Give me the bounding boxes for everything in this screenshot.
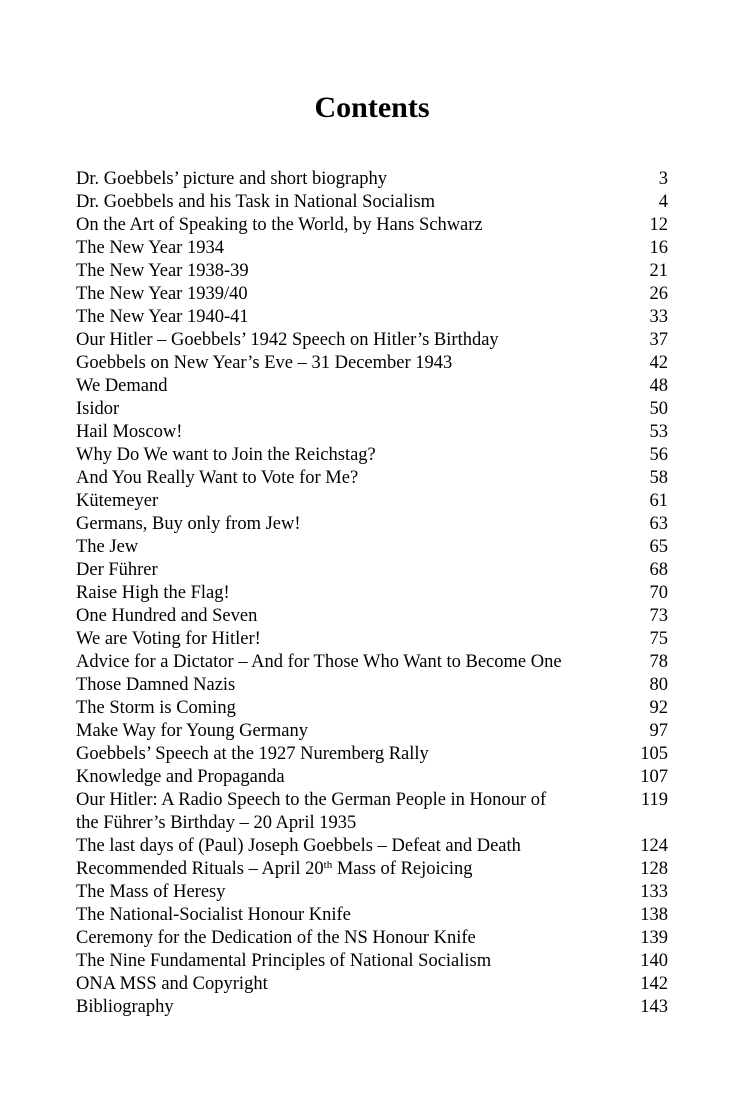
- toc-entry-page: 107: [640, 767, 668, 787]
- toc-entry-page: 53: [649, 422, 668, 442]
- toc-entry: [76, 582, 668, 605]
- toc-entry: [76, 214, 668, 237]
- toc-entry: [76, 789, 668, 835]
- toc-entry-page: 56: [649, 445, 668, 465]
- toc-entry-title: Kütemeyer: [76, 491, 159, 511]
- table-of-contents: [76, 168, 668, 1019]
- toc-entry: [76, 352, 668, 375]
- toc-entry-title: Dr. Goebbels’ picture and short biography: [76, 169, 387, 189]
- toc-entry-page: 37: [649, 330, 668, 350]
- toc-entry: [76, 743, 668, 766]
- toc-entry-page: 80: [649, 675, 668, 695]
- toc-entry-title: The New Year 1940-41: [76, 307, 249, 327]
- toc-entry-page: 142: [640, 974, 668, 994]
- toc-entry: [76, 927, 668, 950]
- toc-entry: [76, 559, 668, 582]
- toc-entry-title: The New Year 1938-39: [76, 261, 249, 281]
- toc-entry: [76, 950, 668, 973]
- contents-heading: Contents: [314, 91, 430, 124]
- toc-entry: [76, 467, 668, 490]
- toc-entry: [76, 996, 668, 1019]
- toc-entry: [76, 536, 668, 559]
- toc-entry-page: 78: [649, 652, 668, 672]
- toc-entry-title: ONA MSS and Copyright: [76, 974, 268, 994]
- toc-entry-page: 128: [640, 859, 668, 879]
- toc-entry-page: 3: [658, 169, 668, 189]
- toc-entry: [76, 260, 668, 283]
- toc-entry-title-start: Recommended Rituals – April 20: [76, 859, 324, 879]
- toc-entry-page: 68: [649, 560, 668, 580]
- toc-entry: [76, 651, 668, 674]
- toc-entry-title: Bibliography: [76, 997, 174, 1017]
- toc-entry: [76, 283, 668, 306]
- toc-entry-page: 133: [640, 882, 668, 902]
- toc-entry-page: 124: [640, 836, 668, 856]
- toc-entry-title: Why Do We want to Join the Reichstag?: [76, 445, 376, 465]
- toc-entry: [76, 421, 668, 444]
- toc-entry: [76, 237, 668, 260]
- toc-entry: [76, 973, 668, 996]
- toc-entry-page: 12: [649, 215, 668, 235]
- toc-entry-page: 139: [640, 928, 668, 948]
- toc-entry-title: Our Hitler – Goebbels’ 1942 Speech on Hitler’s Birthday: [76, 330, 499, 350]
- toc-entry-page: 4: [658, 192, 668, 212]
- toc-entry-title: Dr. Goebbels and his Task in National Socialism: [76, 192, 436, 212]
- toc-entry-title: [76, 858, 564, 881]
- toc-entry: [76, 858, 668, 881]
- toc-entry-page: 73: [649, 606, 668, 626]
- toc-entry-page: 140: [640, 951, 668, 971]
- toc-entry-title-end: Mass of Rejoicing: [332, 859, 473, 879]
- toc-entry-title: Those Damned Nazis: [76, 675, 236, 695]
- toc-entry-title: And You Really Want to Vote for Me?: [76, 468, 359, 488]
- toc-entry-page: 50: [649, 399, 668, 419]
- toc-entry: [76, 835, 668, 858]
- toc-entry-title: On the Art of Speaking to the World, by Hans Schwarz: [76, 215, 483, 235]
- toc-entry-title: Ceremony for the Dedication of the NS Honour Knife: [76, 928, 476, 948]
- toc-entry-title: We are Voting for Hitler!: [76, 629, 261, 649]
- toc-entry-page: 105: [640, 744, 668, 764]
- toc-entry-page: 92: [649, 698, 668, 718]
- toc-entry-title: Germans, Buy only from Jew!: [76, 514, 301, 534]
- toc-entry-page: 26: [649, 284, 668, 304]
- toc-entry-title: The last days of (Paul) Joseph Goebbels – Defeat and Death: [76, 836, 521, 856]
- toc-entry-page: 143: [640, 997, 668, 1017]
- toc-entry: [76, 329, 668, 352]
- toc-entry: [76, 881, 668, 904]
- toc-entry-title: Make Way for Young Germany: [76, 721, 308, 741]
- toc-entry: [76, 674, 668, 697]
- toc-entry-title: Advice for a Dictator – And for Those Who Want to Become One: [76, 652, 562, 672]
- toc-entry-page: 65: [649, 537, 668, 557]
- toc-entry-title: We Demand: [76, 376, 168, 396]
- toc-entry-page: 61: [649, 491, 668, 511]
- toc-entry-title: Goebbels’ Speech at the 1927 Nuremberg Rally: [76, 744, 429, 764]
- toc-entry-page: 63: [649, 514, 668, 534]
- toc-entry: [76, 444, 668, 467]
- toc-entry: [76, 513, 668, 536]
- toc-entry-title: Isidor: [76, 399, 120, 419]
- toc-entry-page: 33: [649, 307, 668, 327]
- toc-entry-page: 70: [649, 583, 668, 603]
- toc-entry-title: Our Hitler: A Radio Speech to the German People in Honour of the Führer’s Birthday – 20 April 1935: [76, 790, 547, 833]
- toc-entry-title: Goebbels on New Year’s Eve – 31 December 1943: [76, 353, 453, 373]
- toc-entry: [76, 720, 668, 743]
- toc-entry: [76, 375, 668, 398]
- toc-entry-title: The National-Socialist Honour Knife: [76, 905, 351, 925]
- toc-entry: [76, 697, 668, 720]
- toc-entry-title: The New Year 1934: [76, 238, 224, 258]
- toc-entry-title: Raise High the Flag!: [76, 583, 230, 603]
- toc-entry-page: 42: [649, 353, 668, 373]
- toc-entry-page: 119: [640, 790, 668, 810]
- toc-entry-title: The Jew: [76, 537, 139, 557]
- toc-entry-title: The Mass of Heresy: [76, 882, 226, 902]
- toc-entry: [76, 766, 668, 789]
- toc-entry: [76, 904, 668, 927]
- toc-entry-page: 48: [649, 376, 668, 396]
- toc-entry-page: 97: [649, 721, 668, 741]
- toc-entry-page: 16: [649, 238, 668, 258]
- toc-entry: [76, 168, 668, 191]
- toc-entry-title: Der Führer: [76, 560, 158, 580]
- toc-entry: [76, 191, 668, 214]
- toc-entry-title: The Nine Fundamental Principles of National Socialism: [76, 951, 492, 971]
- toc-entry: [76, 490, 668, 513]
- toc-entry-page: 21: [649, 261, 668, 281]
- toc-entry: [76, 628, 668, 651]
- toc-entry-page: 75: [649, 629, 668, 649]
- toc-entry: [76, 306, 668, 329]
- toc-entry-page: 138: [640, 905, 668, 925]
- toc-entry-title: Hail Moscow!: [76, 422, 183, 442]
- toc-entry-title: Knowledge and Propaganda: [76, 767, 285, 787]
- toc-entry-title: One Hundred and Seven: [76, 606, 258, 626]
- toc-entry: [76, 398, 668, 421]
- toc-entry: [76, 605, 668, 628]
- toc-entry-title: The Storm is Coming: [76, 698, 236, 718]
- toc-entry-title: The New Year 1939/40: [76, 284, 248, 304]
- toc-entry-page: 58: [649, 468, 668, 488]
- ordinal-suffix: th: [323, 859, 333, 871]
